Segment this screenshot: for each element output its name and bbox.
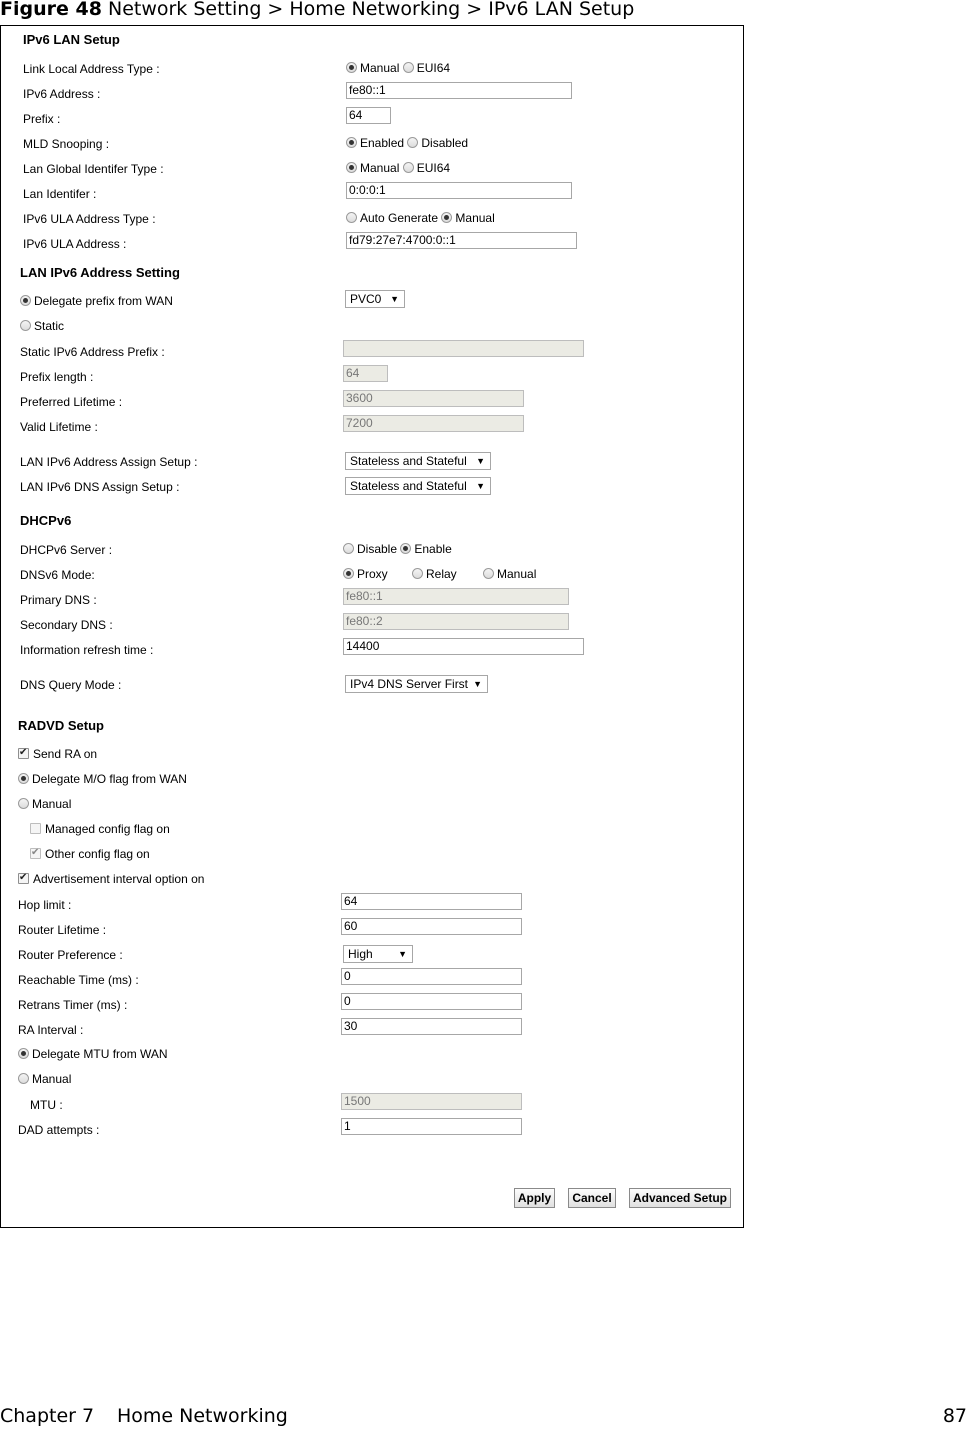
managed-flag-text: Managed config flag on [45, 822, 170, 836]
mo-manual-text: Manual [32, 797, 72, 811]
section-lan-ipv6-address-setting: LAN IPv6 Address Setting [20, 265, 180, 280]
lan-identifer-label: Lan Identifer : [23, 187, 97, 201]
dnsv6-mode-label: DNSv6 Mode: [20, 568, 95, 582]
reachable-time-input[interactable]: 0 [341, 968, 522, 985]
preferred-lifetime-input[interactable]: 3600 [343, 390, 524, 407]
figure-caption [0, 0, 634, 20]
mld-disabled-text: Disabled [421, 136, 469, 150]
other-flag-text: Other config flag on [45, 847, 150, 861]
primary-dns-input[interactable]: fe80::1 [343, 588, 569, 605]
page-number: 87 [942, 1405, 967, 1427]
dnsv6-relay-text: Relay [426, 567, 457, 581]
section-ipv6-lan-setup: IPv6 LAN Setup [23, 32, 120, 47]
dns-query-mode-select[interactable] [345, 675, 488, 693]
delegate-prefix-radio[interactable] [20, 295, 31, 306]
dnsv6-relay-radio[interactable] [412, 568, 423, 579]
hop-limit-input[interactable]: 64 [341, 893, 522, 910]
static-prefix-input[interactable] [343, 340, 584, 357]
prefix-input[interactable]: 64 [346, 107, 391, 124]
dhcpv6-enable-text: Enable [414, 542, 452, 556]
refresh-time-input[interactable]: 14400 [343, 638, 584, 655]
other-flag-checkbox[interactable] [30, 848, 41, 859]
adv-interval-text: Advertisement interval option on [33, 872, 205, 886]
ula-address-label: IPv6 ULA Address : [23, 237, 127, 251]
dhcpv6-enable-radio[interactable] [400, 543, 411, 554]
mtu-manual-option [18, 1072, 71, 1086]
lan-global-eui64-radio[interactable] [403, 162, 414, 173]
ra-interval-label: RA Interval : [18, 1023, 84, 1037]
mtu-label: MTU : [30, 1098, 63, 1112]
dnsv6-proxy-radio[interactable] [343, 568, 354, 579]
dns-assign-select-value: Stateless and Stateful [350, 479, 467, 493]
delegate-mo-radio[interactable] [18, 773, 29, 784]
mld-enabled-radio[interactable] [346, 137, 357, 148]
adv-interval-option [18, 872, 204, 886]
dns-assign-label: LAN IPv6 DNS Assign Setup : [20, 480, 180, 494]
secondary-dns-label: Secondary DNS : [20, 618, 113, 632]
mld-disabled-radio[interactable] [407, 137, 418, 148]
ula-manual-text: Manual [455, 211, 495, 225]
lan-identifer-input[interactable]: 0:0:0:1 [346, 182, 572, 199]
router-preference-select-value: High [348, 947, 373, 961]
primary-dns-label: Primary DNS : [20, 593, 97, 607]
retrans-timer-input[interactable]: 0 [341, 993, 522, 1010]
footer-title: Home Networking [117, 1405, 288, 1427]
dhcpv6-disable-text: Disable [357, 542, 398, 556]
dad-attempts-input[interactable]: 1 [341, 1118, 522, 1135]
dhcpv6-disable-radio[interactable] [343, 543, 354, 554]
cancel-button[interactable]: Cancel [568, 1188, 616, 1208]
send-ra-text: Send RA on [33, 747, 98, 761]
chevron-down-icon: ▼ [398, 949, 407, 959]
dns-query-mode-label: DNS Query Mode : [20, 678, 122, 692]
figure-title: Network Setting > Home Networking > IPv6 LAN Setup [107, 0, 635, 20]
address-assign-label: LAN IPv6 Address Assign Setup : [20, 455, 198, 469]
delegate-mtu-option [18, 1047, 168, 1061]
dnsv6-manual-radio[interactable] [483, 568, 494, 579]
send-ra-checkbox[interactable] [18, 748, 29, 759]
chevron-down-icon: ▼ [476, 456, 485, 466]
lan-global-manual-radio[interactable] [346, 162, 357, 173]
valid-lifetime-label: Valid Lifetime : [20, 420, 98, 434]
delegate-prefix-select-value: PVC0 [350, 292, 382, 306]
mtu-input[interactable]: 1500 [341, 1093, 522, 1110]
mtu-manual-radio[interactable] [18, 1073, 29, 1084]
chevron-down-icon: ▼ [473, 679, 482, 689]
footer-chapter: Chapter 7 [0, 1405, 95, 1427]
refresh-time-label: Information refresh time : [20, 643, 154, 657]
adv-interval-checkbox[interactable] [18, 873, 29, 884]
address-assign-select[interactable] [345, 452, 491, 470]
retrans-timer-label: Retrans Timer (ms) : [18, 998, 128, 1012]
static-prefix-label: Static IPv6 Address Prefix : [20, 345, 165, 359]
dhcpv6-server-radios [343, 542, 452, 556]
router-lifetime-label: Router Lifetime : [18, 923, 107, 937]
delegate-mo-text: Delegate M/O flag from WAN [32, 772, 187, 786]
delegate-mtu-radio[interactable] [18, 1048, 29, 1059]
mld-enabled-text: Enabled [360, 136, 405, 150]
hop-limit-label: Hop limit : [18, 898, 72, 912]
mld-radios [346, 136, 468, 150]
dnsv6-relay-option [412, 567, 457, 581]
ula-type-radios [346, 211, 495, 225]
chevron-down-icon: ▼ [476, 481, 485, 491]
dnsv6-manual-text: Manual [497, 567, 537, 581]
static-text: Static [34, 319, 65, 333]
ra-interval-input[interactable]: 30 [341, 1018, 522, 1035]
link-local-manual-text: Manual [360, 61, 400, 75]
ula-type-label: IPv6 ULA Address Type : [23, 212, 156, 226]
prefix-label: Prefix : [23, 112, 61, 126]
link-local-manual-radio[interactable] [346, 62, 357, 73]
section-dhcpv6: DHCPv6 [20, 513, 72, 528]
dnsv6-proxy-text: Proxy [357, 567, 388, 581]
ula-address-input[interactable]: fd79:27e7:4700:0::1 [346, 232, 577, 249]
delegate-prefix-option [20, 294, 173, 308]
mo-manual-option [18, 797, 71, 811]
delegate-mtu-text: Delegate MTU from WAN [32, 1047, 168, 1061]
delegate-prefix-text: Delegate prefix from WAN [34, 294, 173, 308]
address-assign-select-value: Stateless and Stateful [350, 454, 467, 468]
delegate-mo-option [18, 772, 187, 786]
lan-global-manual-text: Manual [360, 161, 400, 175]
send-ra-option [18, 747, 97, 761]
other-flag-option [30, 847, 150, 861]
chevron-down-icon: ▼ [390, 294, 399, 304]
link-local-eui64-radio[interactable] [403, 62, 414, 73]
figure-number: Figure 48 [0, 0, 102, 20]
ula-auto-text: Auto Generate [360, 211, 439, 225]
ipv6-address-label: IPv6 Address : [23, 87, 101, 101]
valid-lifetime-input[interactable]: 7200 [343, 415, 524, 432]
dnsv6-proxy-option [343, 567, 388, 581]
preferred-lifetime-label: Preferred Lifetime : [20, 395, 123, 409]
mo-manual-radio[interactable] [18, 798, 29, 809]
link-local-eui64-text: EUI64 [416, 61, 451, 75]
reachable-time-label: Reachable Time (ms) : [18, 973, 139, 987]
router-preference-label: Router Preference : [18, 948, 123, 962]
mld-label: MLD Snooping : [23, 137, 110, 151]
managed-flag-option [30, 822, 170, 836]
router-preference-select[interactable] [343, 945, 413, 963]
dnsv6-manual-option [483, 567, 536, 581]
lan-global-radios [346, 161, 450, 175]
lan-global-eui64-text: EUI64 [416, 161, 451, 175]
link-local-label: Link Local Address Type : [23, 62, 160, 76]
prefix-length-label: Prefix length : [20, 370, 94, 384]
static-radio[interactable] [20, 320, 31, 331]
link-local-radios [346, 61, 450, 75]
dns-query-mode-select-value: IPv4 DNS Server First [350, 677, 469, 691]
router-lifetime-input[interactable]: 60 [341, 918, 522, 935]
section-radvd-setup: RADVD Setup [18, 718, 104, 733]
ula-manual-radio[interactable] [441, 212, 452, 223]
managed-flag-checkbox[interactable] [30, 823, 41, 834]
static-option [20, 319, 64, 333]
ipv6-address-input[interactable]: fe80::1 [346, 82, 572, 99]
dns-assign-select[interactable] [345, 477, 491, 495]
delegate-prefix-select[interactable] [345, 290, 405, 308]
dhcpv6-server-label: DHCPv6 Server : [20, 543, 113, 557]
mtu-manual-text: Manual [32, 1072, 72, 1086]
secondary-dns-input[interactable]: fe80::2 [343, 613, 569, 630]
prefix-length-input[interactable]: 64 [343, 365, 388, 382]
ula-auto-radio[interactable] [346, 212, 357, 223]
dad-attempts-label: DAD attempts : [18, 1123, 100, 1137]
advanced-setup-button[interactable]: Advanced Setup [629, 1188, 731, 1208]
apply-button[interactable]: Apply [514, 1188, 555, 1208]
lan-global-label: Lan Global Identifer Type : [23, 162, 164, 176]
